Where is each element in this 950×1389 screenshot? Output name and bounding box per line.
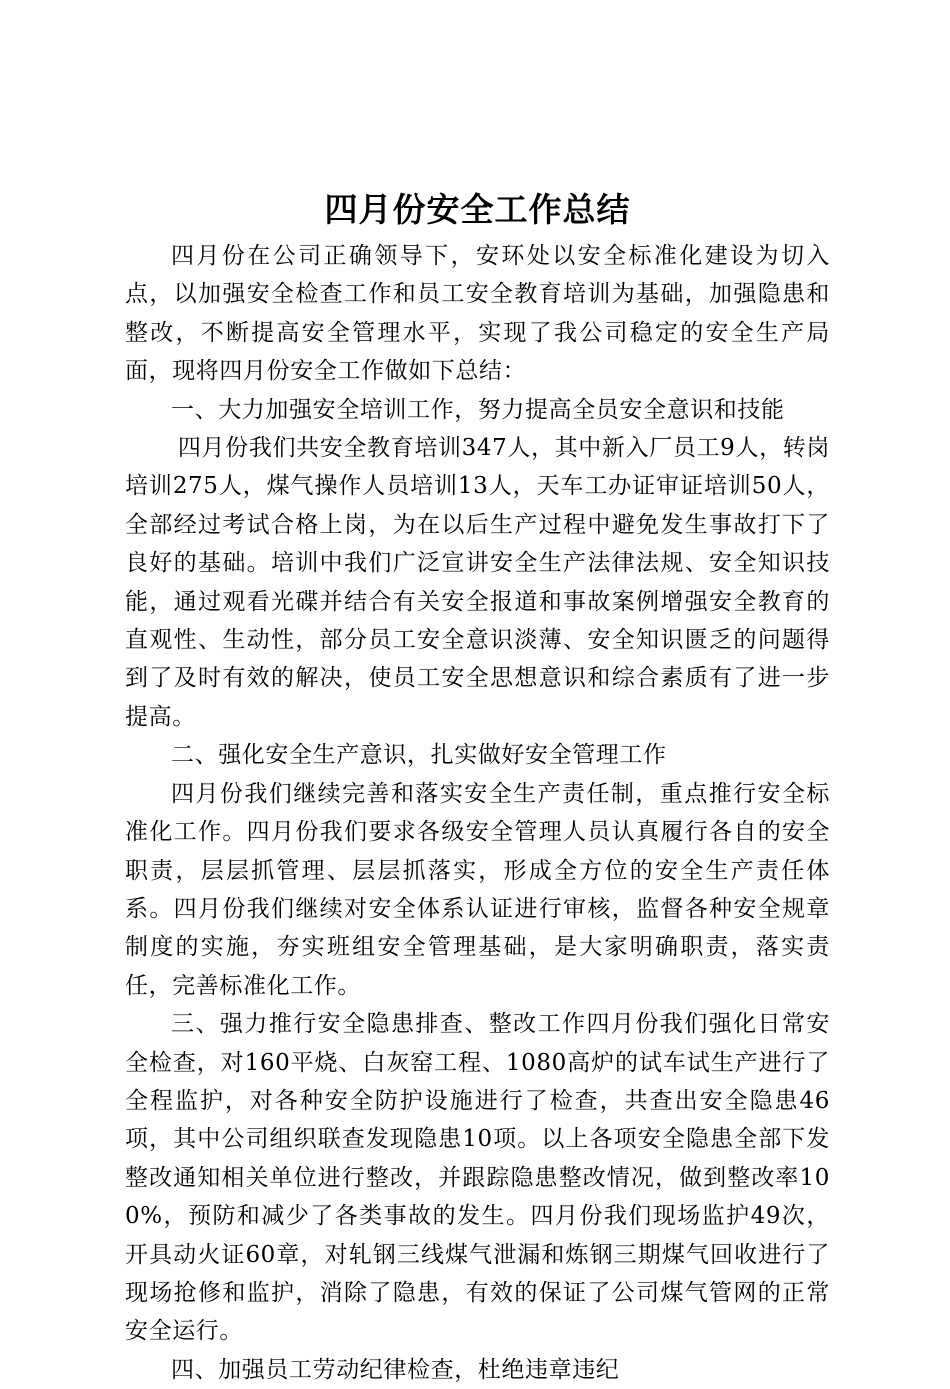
section-heading-1: 一、大力加强安全培训工作，努力提高全员安全意识和技能 bbox=[171, 396, 785, 423]
section-body-1: 四月份我们共安全教育培训347人，其中新入厂员工9人，转岗培训275人，煤气操作人员培训13人，天车工办证审证培训50人，全部经过考试合格上岗，为在以后生产过程中避免发生事故打下了良好的基础。培训中我们广泛宣讲安全生产法律法规、安全知识技能，通过观看光碟并结合有关安全报道和事故案例增强安全教育的直观性、生动性，部分员工安全意识淡薄、安全知识匮乏的问题得到了及时有效的解决，使员工安全思想意识和综合素质有了进一步提高。 bbox=[125, 435, 830, 730]
section-heading-4: 四、加强员工劳动纪律检查，杜绝违章违纪 bbox=[171, 1356, 620, 1383]
intro-paragraph: 四月份在公司正确领导下，安环处以安全标准化建设为切入点，以加强安全检查工作和员工安全教育培训为基础，加强隐患和整改，不断提高安全管理水平，实现了我公司稳定的安全生产局面，现将四月份安全工作做如下总结： bbox=[125, 243, 830, 385]
section-heading-2: 二、强化安全生产意识，扎实做好安全管理工作 bbox=[171, 742, 667, 769]
section-body-3: 三、强力推行安全隐患排查、整改工作四月份我们强化日常安全检查，对160平烧、白灰窑工程、1080高炉的试车试生产进行了全程监护，对各种安全防护设施进行了检查，共查出安全隐患46项，其中公司组织联查发现隐患10项。以上各项安全隐患全部下发整改通知相关单位进行整改，并跟踪隐患整改情况，做到整改率100%，预防和减少了各类事故的发生。四月份我们现场监护49次，开具动火证60章，对轧钢三线煤气泄漏和炼钢三期煤气回收进行了现场抢修和监护，消除了隐患，有效的保证了公司煤气管网的正常安全运行。 bbox=[125, 1011, 830, 1345]
document-title: 四月份安全工作总结 bbox=[324, 190, 631, 229]
section-body-2: 四月份我们继续完善和落实安全生产责任制，重点推行安全标准化工作。四月份我们要求各级安全管理人员认真履行各自的安全职责，层层抓管理、层层抓落实，形成全方位的安全生产责任体系。四月份我们继续对安全体系认证进行审核，监督各种安全规章制度的实施，夯实班组安全管理基础，是大家明确职责，落实责任，完善标准化工作。 bbox=[125, 780, 830, 999]
document-page bbox=[125, 186, 830, 1389]
